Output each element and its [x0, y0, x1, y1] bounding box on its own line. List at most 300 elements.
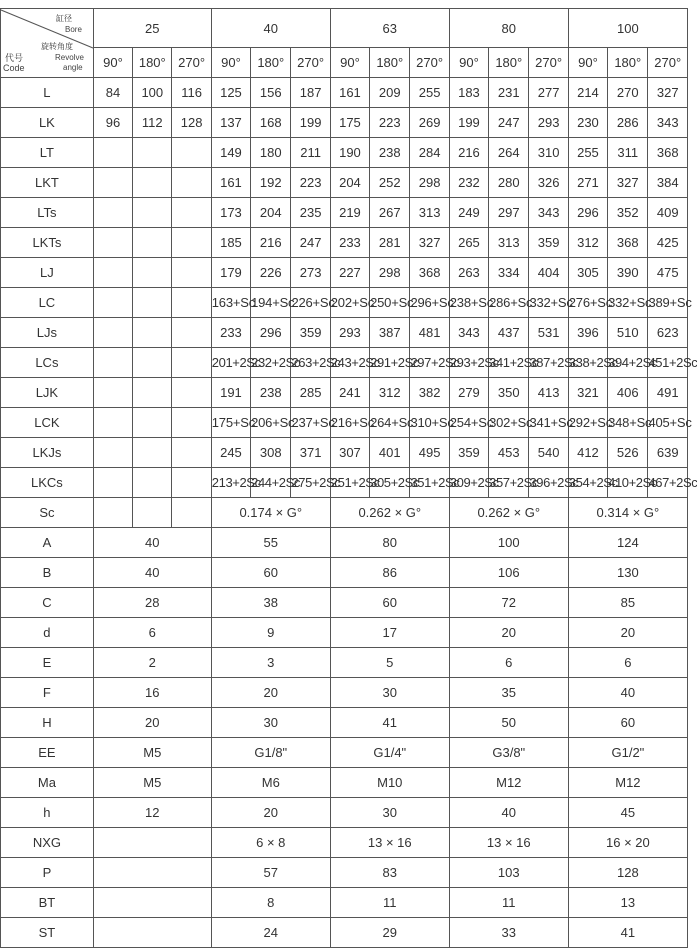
table-cell: 412	[568, 438, 607, 468]
table-cell: 3	[211, 648, 330, 678]
table-cell: 311	[608, 138, 648, 168]
table-cell: 326	[529, 168, 568, 198]
table-cell: 83	[330, 858, 449, 888]
table-row	[1, 528, 688, 558]
row-code-cell: NXG	[1, 828, 94, 858]
table-cell	[93, 288, 132, 318]
table-cell: 265	[449, 228, 488, 258]
table-cell: 540	[529, 438, 568, 468]
table-cell: 191	[211, 378, 250, 408]
table-cell: 263+2Sc	[291, 348, 330, 378]
table-cell	[133, 198, 172, 228]
angle-header-cell: 180°	[370, 48, 410, 78]
angle-header-cell: 90°	[449, 48, 488, 78]
angle-label-en2: angle	[63, 62, 83, 72]
table-cell	[93, 258, 132, 288]
table-cell: 475	[648, 258, 688, 288]
table-cell: 293	[529, 108, 568, 138]
table-cell: 96	[93, 108, 132, 138]
row-code-cell: LKT	[1, 168, 94, 198]
table-row	[1, 588, 688, 618]
table-row	[1, 378, 688, 408]
table-cell: 338+2Sc	[568, 348, 607, 378]
table-cell: 45	[568, 798, 687, 828]
angle-label-en1: Revolve	[55, 52, 84, 62]
table-cell	[93, 228, 132, 258]
table-cell: 308	[251, 438, 291, 468]
table-cell: 175	[330, 108, 369, 138]
table-cell: 223	[370, 108, 410, 138]
row-code-cell: d	[1, 618, 94, 648]
row-code-cell: LC	[1, 288, 94, 318]
table-cell: 298	[370, 258, 410, 288]
table-cell: 394+2Sc	[608, 348, 648, 378]
row-code-cell: C	[1, 588, 94, 618]
table-cell: 396+2Sc	[529, 468, 568, 498]
row-code-cell: EE	[1, 738, 94, 768]
table-row	[1, 108, 688, 138]
table-cell: 232	[449, 168, 488, 198]
table-cell: M5	[93, 738, 211, 768]
table-cell: 623	[648, 318, 688, 348]
table-cell: 41	[330, 708, 449, 738]
table-cell: 216+Sc	[330, 408, 369, 438]
table-cell: 327	[648, 78, 688, 108]
table-cell	[172, 408, 211, 438]
table-cell: 235	[291, 198, 330, 228]
table-cell	[133, 288, 172, 318]
table-cell: 275+2Sc	[291, 468, 330, 498]
table-cell: 156	[251, 78, 291, 108]
table-cell: 137	[211, 108, 250, 138]
table-row	[1, 648, 688, 678]
angle-header-cell: 180°	[608, 48, 648, 78]
table-cell: 396	[568, 318, 607, 348]
table-cell: 201+2Sc	[211, 348, 250, 378]
table-cell: 238	[251, 378, 291, 408]
table-cell: 250+Sc	[370, 288, 410, 318]
table-cell: 309+2Sc	[449, 468, 488, 498]
table-cell: 204	[251, 198, 291, 228]
table-cell: 185	[211, 228, 250, 258]
table-row	[1, 258, 688, 288]
table-cell: 233	[330, 228, 369, 258]
table-cell: 359	[529, 228, 568, 258]
table-row	[1, 618, 688, 648]
table-cell: 41	[568, 918, 687, 948]
angle-header-cell: 270°	[410, 48, 449, 78]
table-cell: 0.174 × G°	[211, 498, 330, 528]
table-cell: 327	[608, 168, 648, 198]
table-cell: 281	[370, 228, 410, 258]
table-row	[1, 78, 688, 108]
row-code-cell: LKJs	[1, 438, 94, 468]
table-cell	[133, 468, 172, 498]
table-cell	[93, 138, 132, 168]
dimension-table	[0, 8, 697, 948]
table-row	[1, 198, 688, 228]
table-cell: 40	[93, 558, 211, 588]
table-cell	[133, 138, 172, 168]
table-cell: 202+Sc	[330, 288, 369, 318]
table-cell: 298	[410, 168, 449, 198]
angle-header-row	[1, 48, 688, 78]
bore-header-row	[1, 9, 688, 48]
table-cell: 6	[93, 618, 211, 648]
table-cell: 310	[529, 138, 568, 168]
table-cell	[172, 138, 211, 168]
table-cell: 327	[410, 228, 449, 258]
table-cell: 264+Sc	[370, 408, 410, 438]
table-cell	[172, 378, 211, 408]
table-cell: 297+2Sc	[410, 348, 449, 378]
table-cell: 270	[608, 78, 648, 108]
table-cell: 310+Sc	[410, 408, 449, 438]
table-cell: 216	[251, 228, 291, 258]
table-cell: 180	[251, 138, 291, 168]
row-code-cell: P	[1, 858, 94, 888]
table-cell: 296	[568, 198, 607, 228]
table-row	[1, 918, 688, 948]
table-cell: 13	[568, 888, 687, 918]
table-cell	[172, 438, 211, 468]
table-row	[1, 168, 688, 198]
table-cell: 285	[291, 378, 330, 408]
row-code-cell: LK	[1, 108, 94, 138]
row-code-cell: LJs	[1, 318, 94, 348]
table-cell: 40	[568, 678, 687, 708]
table-cell: 199	[449, 108, 488, 138]
table-cell: 495	[410, 438, 449, 468]
row-code-cell: Sc	[1, 498, 94, 528]
bore-header-cell: 25	[93, 9, 211, 48]
table-cell	[172, 498, 211, 528]
table-cell	[133, 348, 172, 378]
table-cell: 531	[529, 318, 568, 348]
table-cell: 255	[410, 78, 449, 108]
table-cell: 368	[410, 258, 449, 288]
table-cell: 277	[529, 78, 568, 108]
table-cell: 55	[211, 528, 330, 558]
table-cell: M12	[449, 768, 568, 798]
table-row	[1, 738, 688, 768]
table-cell: 312	[568, 228, 607, 258]
table-cell: 279	[449, 378, 488, 408]
angle-header-cell: 270°	[529, 48, 568, 78]
table-cell: 226	[251, 258, 291, 288]
table-cell: 5	[330, 648, 449, 678]
table-cell: 305+2Sc	[370, 468, 410, 498]
table-cell: 86	[330, 558, 449, 588]
table-cell: 30	[211, 708, 330, 738]
table-cell: 206+Sc	[251, 408, 291, 438]
angle-header-cell: 180°	[251, 48, 291, 78]
row-code-cell: E	[1, 648, 94, 678]
table-cell: 350	[489, 378, 529, 408]
table-row	[1, 318, 688, 348]
table-cell: 103	[449, 858, 568, 888]
table-cell: 238+Sc	[449, 288, 488, 318]
table-cell: 247	[291, 228, 330, 258]
row-code-cell: Ma	[1, 768, 94, 798]
row-code-cell: H	[1, 708, 94, 738]
code-label-en: Code	[3, 62, 25, 73]
table-cell: 231	[489, 78, 529, 108]
table-cell: 161	[330, 78, 369, 108]
table-cell: 227	[330, 258, 369, 288]
table-cell: 351+2Sc	[410, 468, 449, 498]
table-cell: 35	[449, 678, 568, 708]
table-cell: 116	[172, 78, 211, 108]
table-cell: 252	[370, 168, 410, 198]
table-cell: 269	[410, 108, 449, 138]
table-cell: 273	[291, 258, 330, 288]
table-cell: 24	[211, 918, 330, 948]
table-cell: 72	[449, 588, 568, 618]
table-cell: 387+2Sc	[529, 348, 568, 378]
table-cell: 161	[211, 168, 250, 198]
row-code-cell: LCK	[1, 408, 94, 438]
table-cell: 85	[568, 588, 687, 618]
table-cell: 453	[489, 438, 529, 468]
table-cell: 163+Sc	[211, 288, 250, 318]
table-cell	[93, 918, 211, 948]
table-cell: 130	[568, 558, 687, 588]
table-cell: 293	[330, 318, 369, 348]
table-cell: 401	[370, 438, 410, 468]
table-cell: 199	[291, 108, 330, 138]
table-cell: 20	[93, 708, 211, 738]
table-row	[1, 858, 688, 888]
table-cell: G1/4"	[330, 738, 449, 768]
bore-header-cell: 40	[211, 9, 330, 48]
table-cell: 6	[449, 648, 568, 678]
table-cell: 247	[489, 108, 529, 138]
table-cell: 481	[410, 318, 449, 348]
table-cell: 313	[489, 228, 529, 258]
row-code-cell: LTs	[1, 198, 94, 228]
table-cell: 16	[93, 678, 211, 708]
table-cell: 33	[449, 918, 568, 948]
angle-header-cell: 180°	[489, 48, 529, 78]
table-cell	[133, 408, 172, 438]
table-cell: 0.262 × G°	[449, 498, 568, 528]
table-cell: 226+Sc	[291, 288, 330, 318]
table-cell: 254+Sc	[449, 408, 488, 438]
table-cell: 526	[608, 438, 648, 468]
table-cell: M5	[93, 768, 211, 798]
table-cell: 13 × 16	[449, 828, 568, 858]
table-row	[1, 228, 688, 258]
table-cell: 332+Sc	[529, 288, 568, 318]
table-cell	[93, 378, 132, 408]
table-cell	[133, 258, 172, 288]
table-cell: G1/8"	[211, 738, 330, 768]
table-row	[1, 558, 688, 588]
table-cell: 410+2Sc	[608, 468, 648, 498]
table-cell	[133, 438, 172, 468]
table-cell: 29	[330, 918, 449, 948]
table-cell: 2	[93, 648, 211, 678]
table-cell: 0.314 × G°	[568, 498, 687, 528]
table-cell: 12	[93, 798, 211, 828]
table-cell: 244+2Sc	[251, 468, 291, 498]
row-code-cell: A	[1, 528, 94, 558]
table-cell: 38	[211, 588, 330, 618]
table-cell: 128	[568, 858, 687, 888]
table-row	[1, 348, 688, 378]
table-cell: 11	[330, 888, 449, 918]
bore-label-cn: 缸径	[56, 13, 72, 23]
table-cell: 312	[370, 378, 410, 408]
table-cell: 9	[211, 618, 330, 648]
table-cell: 209	[370, 78, 410, 108]
table-cell: 343	[449, 318, 488, 348]
table-cell: 106	[449, 558, 568, 588]
table-cell	[93, 408, 132, 438]
table-cell: 243+2Sc	[330, 348, 369, 378]
table-cell: 368	[608, 228, 648, 258]
table-cell: 390	[608, 258, 648, 288]
table-cell: 213+2Sc	[211, 468, 250, 498]
table-cell: 348+Sc	[608, 408, 648, 438]
table-cell: 238	[370, 138, 410, 168]
table-cell: 179	[211, 258, 250, 288]
table-cell: 20	[568, 618, 687, 648]
table-cell	[172, 258, 211, 288]
table-cell: 0.262 × G°	[330, 498, 449, 528]
row-code-cell: F	[1, 678, 94, 708]
table-cell: 17	[330, 618, 449, 648]
table-cell: 149	[211, 138, 250, 168]
table-cell: 302+Sc	[489, 408, 529, 438]
table-cell	[133, 378, 172, 408]
table-cell: 20	[211, 798, 330, 828]
table-cell: 124	[568, 528, 687, 558]
table-cell: 352	[608, 198, 648, 228]
table-cell	[172, 288, 211, 318]
table-row	[1, 438, 688, 468]
table-cell: 639	[648, 438, 688, 468]
table-cell: M6	[211, 768, 330, 798]
table-cell: 13 × 16	[330, 828, 449, 858]
table-cell: 6 × 8	[211, 828, 330, 858]
table-cell: 112	[133, 108, 172, 138]
table-cell: 6	[568, 648, 687, 678]
table-cell: 334	[489, 258, 529, 288]
row-code-cell: ST	[1, 918, 94, 948]
corner-header-cell	[1, 9, 94, 78]
table-cell: 40	[449, 798, 568, 828]
angle-header-cell: 90°	[211, 48, 250, 78]
table-cell: 371	[291, 438, 330, 468]
table-cell: 190	[330, 138, 369, 168]
table-row	[1, 798, 688, 828]
table-cell: 305	[568, 258, 607, 288]
bore-label-en: Bore	[65, 24, 82, 34]
table-cell: 245	[211, 438, 250, 468]
table-cell: 194+Sc	[251, 288, 291, 318]
table-cell	[93, 438, 132, 468]
table-cell: M10	[330, 768, 449, 798]
table-cell: 183	[449, 78, 488, 108]
table-cell: 100	[133, 78, 172, 108]
angle-header-cell: 270°	[291, 48, 330, 78]
table-cell: 30	[330, 798, 449, 828]
row-code-cell: LT	[1, 138, 94, 168]
angle-header-cell: 90°	[330, 48, 369, 78]
table-cell: 313	[410, 198, 449, 228]
angle-header-cell: 270°	[172, 48, 211, 78]
table-cell: 341+2Sc	[489, 348, 529, 378]
table-cell	[172, 168, 211, 198]
table-cell: 359	[291, 318, 330, 348]
table-cell: 249	[449, 198, 488, 228]
table-cell: M12	[568, 768, 687, 798]
table-cell: 332+Sc	[608, 288, 648, 318]
table-cell: 60	[568, 708, 687, 738]
bore-header-cell: 100	[568, 9, 687, 48]
row-code-cell: LKTs	[1, 228, 94, 258]
table-row	[1, 708, 688, 738]
table-cell: 11	[449, 888, 568, 918]
row-code-cell: LJ	[1, 258, 94, 288]
table-cell: 280	[489, 168, 529, 198]
table-cell: 175+Sc	[211, 408, 250, 438]
table-cell: 128	[172, 108, 211, 138]
row-code-cell: B	[1, 558, 94, 588]
table-cell	[93, 828, 211, 858]
bore-header-cell: 63	[330, 9, 449, 48]
table-cell: 192	[251, 168, 291, 198]
table-cell: 321	[568, 378, 607, 408]
table-cell: 343	[648, 108, 688, 138]
table-cell: 467+2Sc	[648, 468, 688, 498]
table-cell: 80	[330, 528, 449, 558]
table-cell	[93, 198, 132, 228]
table-cell: 57	[211, 858, 330, 888]
table-cell: 341+Sc	[529, 408, 568, 438]
table-cell	[133, 318, 172, 348]
table-cell: 404	[529, 258, 568, 288]
bore-header-cell: 80	[449, 9, 568, 48]
table-cell: 406	[608, 378, 648, 408]
table-row	[1, 408, 688, 438]
table-cell: G1/2"	[568, 738, 687, 768]
table-cell	[172, 318, 211, 348]
table-row	[1, 678, 688, 708]
table-cell: 8	[211, 888, 330, 918]
table-cell: 359	[449, 438, 488, 468]
table-cell: 510	[608, 318, 648, 348]
table-cell: 382	[410, 378, 449, 408]
table-cell: 296+Sc	[410, 288, 449, 318]
table-cell: 223	[291, 168, 330, 198]
table-cell	[93, 888, 211, 918]
table-cell: 296	[251, 318, 291, 348]
table-cell: 357+2Sc	[489, 468, 529, 498]
table-cell	[133, 168, 172, 198]
table-cell: 384	[648, 168, 688, 198]
table-cell: 286	[608, 108, 648, 138]
table-cell	[172, 348, 211, 378]
angle-header-cell: 180°	[133, 48, 172, 78]
table-cell	[172, 228, 211, 258]
table-cell: 241	[330, 378, 369, 408]
table-row	[1, 828, 688, 858]
table-cell: 437	[489, 318, 529, 348]
table-cell: 307	[330, 438, 369, 468]
